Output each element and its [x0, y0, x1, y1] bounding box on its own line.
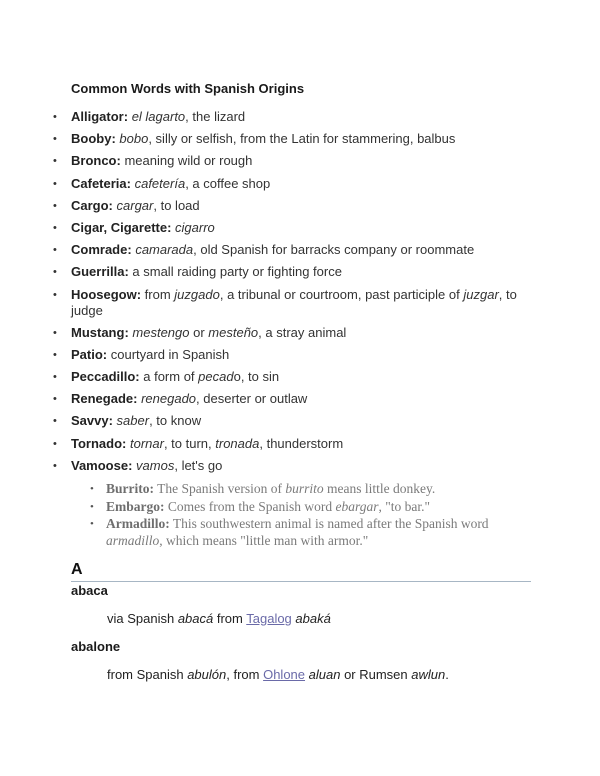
- text-fragment: , which means "little man with armor.": [159, 532, 369, 548]
- italic-word: tronada: [215, 435, 260, 451]
- italic-word: abulón: [187, 667, 227, 682]
- word-term: Burrito:: [106, 481, 154, 496]
- word-term: Tornado:: [71, 435, 127, 451]
- text-fragment: , a stray animal: [258, 324, 347, 340]
- sub-word-list-item: [106, 499, 506, 516]
- word-list-item: [71, 413, 541, 429]
- word-list-item: [71, 176, 541, 192]
- word-list-item: [71, 264, 541, 280]
- text-fragment: or Rumsen: [340, 667, 412, 682]
- italic-word: ebargar: [335, 498, 379, 514]
- section-divider: [71, 581, 531, 582]
- italic-word: abaká: [295, 611, 331, 626]
- text-fragment: , to judge: [71, 286, 517, 318]
- text-fragment: , to load: [153, 197, 200, 213]
- text-fragment: , to know: [149, 413, 202, 429]
- entry-term-abaca: abaca: [71, 583, 108, 598]
- word-term: Alligator:: [71, 109, 129, 124]
- text-fragment: , to turn,: [163, 435, 216, 451]
- italic-word: pecad: [198, 369, 234, 385]
- italic-word: cargar: [116, 197, 154, 213]
- word-list-item: [71, 153, 541, 169]
- entry-definition-abaca: [107, 611, 331, 626]
- section-letter: A: [71, 561, 83, 578]
- text-fragment: , "to bar.": [378, 498, 431, 514]
- italic-word: burrito: [285, 481, 324, 496]
- italic-word: cafetería: [134, 175, 186, 191]
- italic-word: cigarro: [175, 219, 215, 235]
- italic-word: mestengo: [132, 324, 190, 340]
- word-list-item: [71, 198, 541, 214]
- word-list-item: [71, 369, 541, 385]
- extra-words-list: [106, 481, 506, 550]
- text-fragment: via Spanish: [107, 611, 178, 626]
- text-fragment: o, to sin: [233, 369, 280, 385]
- text-fragment: or: [189, 324, 209, 340]
- word-term: Cigar, Cigarette:: [71, 219, 172, 235]
- word-term: Renegade:: [71, 391, 138, 407]
- text-fragment: a form of: [139, 369, 199, 385]
- reference-link[interactable]: Tagalog: [246, 611, 292, 626]
- text-fragment: courtyard in Spanish: [107, 346, 230, 362]
- spanish-words-list: [71, 109, 541, 480]
- word-term: Comrade:: [71, 242, 132, 258]
- italic-word: el lagarto: [131, 109, 186, 124]
- sub-word-list-item: [106, 481, 506, 498]
- word-term: Hoosegow:: [71, 286, 142, 302]
- italic-word: bobo: [119, 131, 149, 147]
- text-fragment: , let's go: [174, 457, 223, 473]
- word-term: Bronco:: [71, 153, 121, 169]
- word-list-item: [71, 220, 541, 236]
- word-list-item: [71, 287, 541, 319]
- text-fragment: meaning wild or rough: [120, 153, 253, 169]
- word-term: Peccadillo:: [71, 369, 140, 385]
- text-fragment: .: [445, 667, 449, 682]
- text-fragment: means little donkey.: [323, 481, 436, 496]
- page-title: Common Words with Spanish Origins: [71, 81, 305, 96]
- sub-word-list-item: [106, 516, 506, 549]
- italic-word: aluan: [308, 667, 341, 682]
- word-list-item: [71, 109, 541, 125]
- text-fragment: Comes from the Spanish word: [164, 498, 336, 514]
- word-list-item: [71, 242, 541, 258]
- word-list-item: [71, 391, 541, 407]
- word-list-item: [71, 325, 541, 341]
- word-list-item: [71, 436, 541, 452]
- italic-word: vamos: [136, 457, 175, 473]
- italic-word: awlun: [411, 667, 446, 682]
- word-term: Cafeteria:: [71, 175, 131, 191]
- word-list-item: [71, 131, 541, 147]
- text-fragment: from: [213, 611, 247, 626]
- text-fragment: , a coffee shop: [185, 175, 271, 191]
- text-fragment: , thunderstorm: [259, 435, 344, 451]
- text-fragment: , silly or selfish, from the Latin for stammering, balbus: [148, 131, 456, 147]
- text-fragment: from Spanish: [107, 667, 188, 682]
- word-list-item: [71, 458, 541, 474]
- text-fragment: , old Spanish for barracks company or roommate: [193, 242, 475, 258]
- word-term: Mustang:: [71, 324, 129, 340]
- italic-word: saber: [116, 413, 150, 429]
- italic-word: juzgado: [174, 286, 220, 302]
- text-fragment: from: [141, 286, 175, 302]
- text-fragment: , a tribunal or courtroom, past participle of: [219, 286, 464, 302]
- italic-word: renegado: [141, 391, 197, 407]
- word-term: Cargo:: [71, 197, 113, 213]
- reference-link[interactable]: Ohlone: [263, 667, 306, 682]
- word-term: Patio:: [71, 346, 108, 362]
- word-term: Vamoose:: [71, 457, 133, 473]
- italic-word: mesteño: [208, 324, 259, 340]
- word-list-item: [71, 347, 541, 363]
- text-fragment: a small raiding party or fighting force: [128, 264, 342, 280]
- text-fragment: , from: [226, 667, 264, 682]
- italic-word: tornar: [129, 435, 164, 451]
- italic-word: abacá: [177, 611, 214, 626]
- entry-term-abalone: abalone: [71, 639, 121, 654]
- italic-word: camarada: [135, 242, 194, 258]
- word-term: Armadillo:: [106, 516, 170, 531]
- text-fragment: , deserter or outlaw: [196, 391, 308, 407]
- word-term: Savvy:: [71, 413, 113, 429]
- text-fragment: The Spanish version of: [154, 481, 286, 496]
- word-term: Booby:: [71, 131, 116, 147]
- word-term: Embargo:: [106, 498, 165, 514]
- italic-word: juzgar: [463, 286, 499, 302]
- text-fragment: This southwestern animal is named after the Spanish word: [169, 516, 489, 531]
- word-term: Guerrilla:: [71, 264, 129, 280]
- italic-word: armadillo: [106, 532, 160, 548]
- entry-definition-abalone: [107, 667, 449, 682]
- text-fragment: , the lizard: [185, 109, 246, 124]
